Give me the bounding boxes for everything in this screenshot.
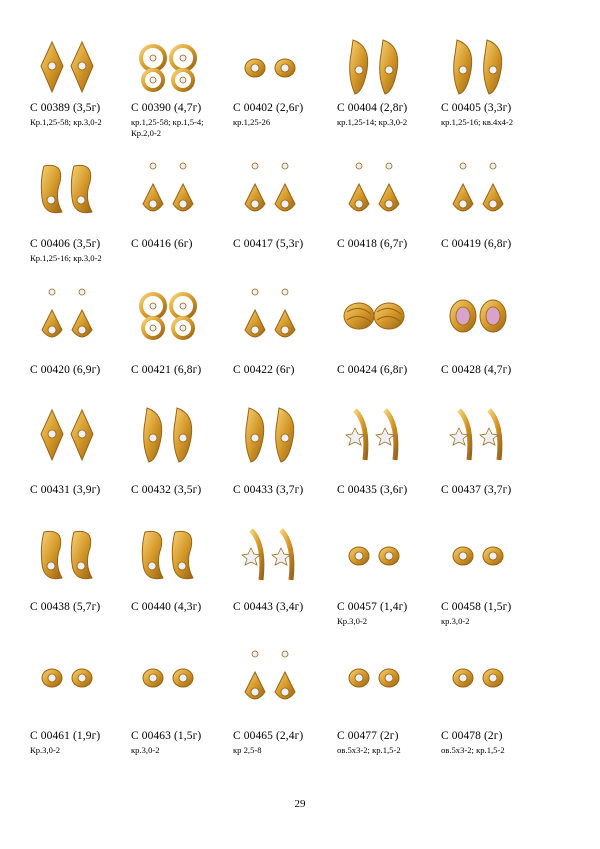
product-code: С 00419 (6,8г)	[441, 238, 512, 250]
product-image	[235, 524, 305, 586]
product-image	[339, 158, 409, 220]
product-image	[235, 36, 305, 98]
product-image	[235, 404, 305, 466]
product-spec: кр.1,25-26	[233, 117, 271, 127]
product-code: С 00417 (5,3г)	[233, 238, 304, 250]
stud-earring-icon	[339, 646, 409, 708]
product-image	[339, 36, 409, 98]
swirl-earring-icon	[32, 158, 102, 220]
leaf-earring-icon	[133, 404, 203, 466]
leaf-earring-icon	[339, 36, 409, 98]
stud-earring-icon	[443, 646, 513, 708]
product-code: С 00418 (6,7г)	[337, 238, 408, 250]
product-image	[32, 36, 102, 98]
product-image	[443, 36, 513, 98]
star-earring-icon	[235, 524, 305, 586]
flower-earring-icon	[133, 284, 203, 346]
product-spec: Кр.3,0-2	[337, 616, 368, 626]
stud-earring-icon	[133, 646, 203, 708]
stud-earring-icon	[32, 646, 102, 708]
product-spec: кр.3,0-2	[441, 616, 470, 626]
product-image	[339, 404, 409, 466]
product-image	[133, 404, 203, 466]
shell-earring-icon	[339, 284, 409, 346]
product-spec: Кр.1,25-16; кр.3,0-2	[30, 253, 102, 263]
product-code: С 00390 (4,7г)	[131, 102, 202, 114]
product-code: С 00389 (3,5г)	[30, 102, 101, 114]
product-code: С 00478 (2г)	[441, 730, 503, 742]
product-code: С 00402 (2,6г)	[233, 102, 304, 114]
product-code: С 00461 (1,9г)	[30, 730, 101, 742]
product-code: С 00435 (3,6г)	[337, 484, 408, 496]
product-spec: Кр.1,25-58; кр.3,0-2	[30, 117, 102, 127]
product-image	[32, 284, 102, 346]
stud-earring-icon	[339, 524, 409, 586]
product-spec: Кр.3,0-2	[30, 745, 61, 755]
product-image	[443, 524, 513, 586]
product-code: С 00406 (3,5г)	[30, 238, 101, 250]
product-spec: ов.5х3-2; кр.1,5-2	[441, 745, 505, 755]
product-code: С 00458 (1,5г)	[441, 601, 512, 613]
product-image	[32, 524, 102, 586]
leaf-earring-icon	[235, 404, 305, 466]
product-code: С 00428 (4,7г)	[441, 364, 512, 376]
product-image	[133, 158, 203, 220]
product-image	[133, 284, 203, 346]
drop-earring-icon	[133, 158, 203, 220]
product-spec: кр.1,25-58; кр.1,5-4;	[131, 117, 204, 127]
product-image	[32, 158, 102, 220]
product-image	[235, 646, 305, 708]
product-code: С 00404 (2,8г)	[337, 102, 408, 114]
drop-earring-icon	[443, 158, 513, 220]
product-code: С 00431 (3,9г)	[30, 484, 101, 496]
product-image	[133, 36, 203, 98]
diamond-earring-icon	[32, 36, 102, 98]
product-code: С 00457 (1,4г)	[337, 601, 408, 613]
product-code: С 00437 (3,7г)	[441, 484, 512, 496]
product-image	[339, 646, 409, 708]
product-code: С 00443 (3,4г)	[233, 601, 304, 613]
product-code: С 00424 (6,8г)	[337, 364, 408, 376]
product-code: С 00465 (2,4г)	[233, 730, 304, 742]
product-image	[443, 284, 513, 346]
product-code: С 00405 (3,3г)	[441, 102, 512, 114]
drop-earring-icon	[32, 284, 102, 346]
drop-earring-icon	[235, 158, 305, 220]
product-image	[235, 158, 305, 220]
drop-earring-icon	[235, 284, 305, 346]
product-image	[443, 646, 513, 708]
product-image	[339, 284, 409, 346]
product-code: С 00421 (6,8г)	[131, 364, 202, 376]
page-number: 29	[294, 798, 306, 810]
product-image	[443, 158, 513, 220]
product-image	[133, 524, 203, 586]
product-spec: Кр.2,0-2	[131, 127, 162, 138]
product-spec: кр.1,25-14; кр.3,0-2	[337, 117, 408, 127]
drop-earring-icon	[235, 646, 305, 708]
swirl-earring-icon	[133, 524, 203, 586]
stud-earring-icon	[443, 524, 513, 586]
product-code: С 00433 (3,7г)	[233, 484, 304, 496]
swirl-earring-icon	[32, 524, 102, 586]
product-code: С 00422 (6г)	[233, 364, 295, 376]
product-image	[235, 284, 305, 346]
drop-earring-icon	[339, 158, 409, 220]
product-spec: кр.3,0-2	[131, 745, 160, 755]
leaf-earring-icon	[443, 36, 513, 98]
product-code: С 00420 (6,9г)	[30, 364, 101, 376]
product-code: С 00438 (5,7г)	[30, 601, 101, 613]
product-code: С 00432 (3,5г)	[131, 484, 202, 496]
product-code: С 00463 (1,5г)	[131, 730, 202, 742]
product-image	[339, 524, 409, 586]
product-spec: ов.5х3-2; кр.1,5-2	[337, 745, 401, 755]
product-code: С 00477 (2г)	[337, 730, 399, 742]
flower-earring-icon	[133, 36, 203, 98]
stud-earring-icon	[235, 36, 305, 98]
star-earring-icon	[443, 404, 513, 466]
product-image	[32, 646, 102, 708]
product-image	[32, 404, 102, 466]
product-spec: кр.1,25-16; кв.4х4-2	[441, 117, 514, 127]
product-image	[133, 646, 203, 708]
product-image	[443, 404, 513, 466]
product-code: С 00416 (6г)	[131, 238, 193, 250]
pink-stone-earring-icon	[443, 284, 513, 346]
product-spec: кр 2,5-8	[233, 745, 262, 755]
star-earring-icon	[339, 404, 409, 466]
diamond-earring-icon	[32, 404, 102, 466]
product-code: С 00440 (4,3г)	[131, 601, 202, 613]
